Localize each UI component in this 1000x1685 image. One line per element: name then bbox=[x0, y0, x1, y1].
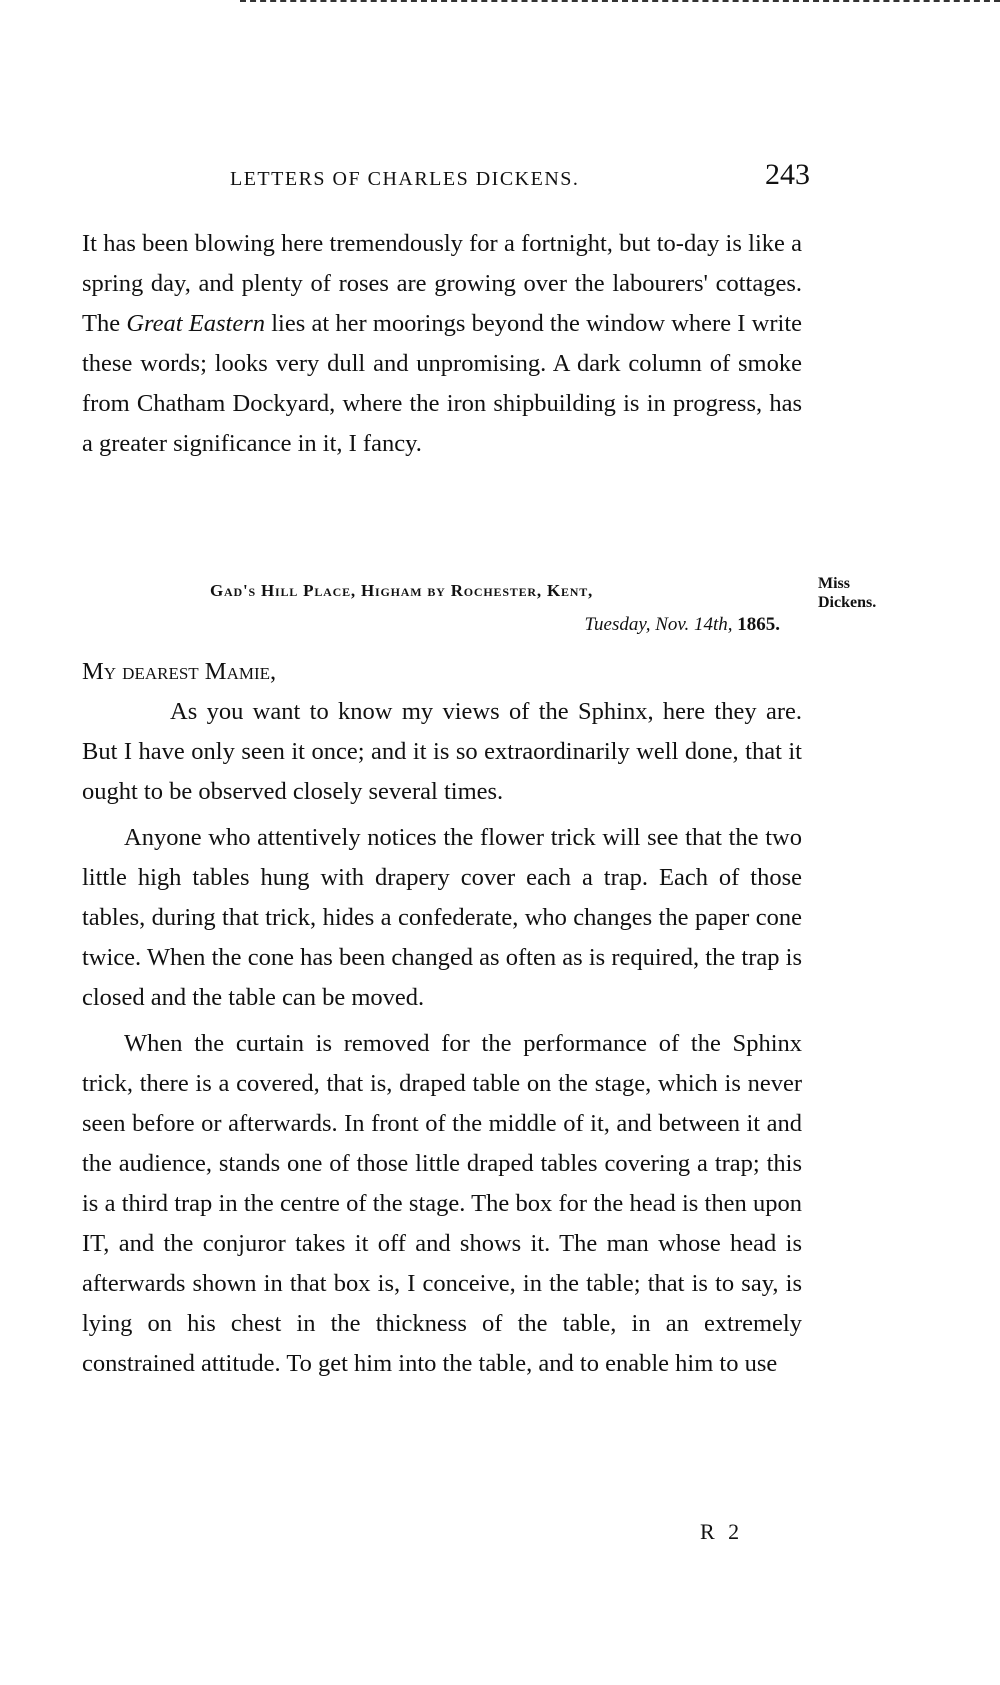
signature-mark: R 2 bbox=[700, 1519, 744, 1544]
letter-salutation: My dearest Mamie, bbox=[82, 658, 277, 685]
recipient-margin-note bbox=[818, 574, 876, 612]
opening-text-after: lies at her moorings beyond the window where I write these words; looks very dull and unpromising. A dark column of smoke from Chatham Dockyard, where the iron shipbuilding is in progress, has a greater significance in it, I fancy. bbox=[82, 310, 803, 457]
page-number: 243 bbox=[765, 158, 810, 191]
opening-text-before: It has been blowing here tremendously for a fortnight, but to-day is like a spring day, and plenty of roses are growing over the labourers' cottages. The bbox=[82, 230, 802, 337]
recipient-note-line-2: Dickens. bbox=[818, 594, 877, 611]
letter-address: Gad's Hill Place, Higham by Rochester, Kent, bbox=[210, 581, 594, 600]
running-head bbox=[230, 158, 810, 198]
running-title: LETTERS OF CHARLES DICKENS. bbox=[230, 168, 580, 190]
letter-year: 1865. bbox=[737, 614, 780, 635]
letter-paragraph-1: As you want to know my views of the Sphinx, here they are. But I have only seen it once; and it is so extraordinarily well done, that it ought to be observed closely several times. bbox=[82, 698, 802, 805]
opening-paragraph bbox=[82, 224, 802, 464]
letter-paragraph-3: When the curtain is removed for the performance of the Sphinx trick, there is a covered, that is, draped table on the stage, which is never seen before or afterwards. In front of the middle of it, and between it and the audience, stands one of those little draped tables covering a trap; this is a third trap in the centre of the stage. The box for the head is then upon IT, and the conjuror takes it off and shows it. The man whose head is afterwards shown in that box is, I conceive, in the table; that is to say, is lying on his chest in the thickness of the table, in an extremely constrained attitude. To get him into the table, and to enable him to use bbox=[82, 1030, 802, 1377]
recipient-note-line-1: Miss bbox=[818, 575, 850, 592]
letter-body bbox=[82, 692, 802, 1384]
letter-dateline bbox=[210, 574, 780, 642]
ship-name: Great Eastern bbox=[126, 310, 265, 337]
letter-date bbox=[210, 608, 780, 642]
letter-date-text: Tuesday, Nov. 14th, bbox=[584, 614, 733, 635]
letter-paragraph-2: Anyone who attentively notices the flower trick will see that the two little high tables hung with drapery cover each a trap. Each of those tables, during that trick, hides a confederate, who changes the paper cone twice. When the cone has been changed as often as is required, the trap is closed and the table can be moved. bbox=[82, 824, 802, 1011]
